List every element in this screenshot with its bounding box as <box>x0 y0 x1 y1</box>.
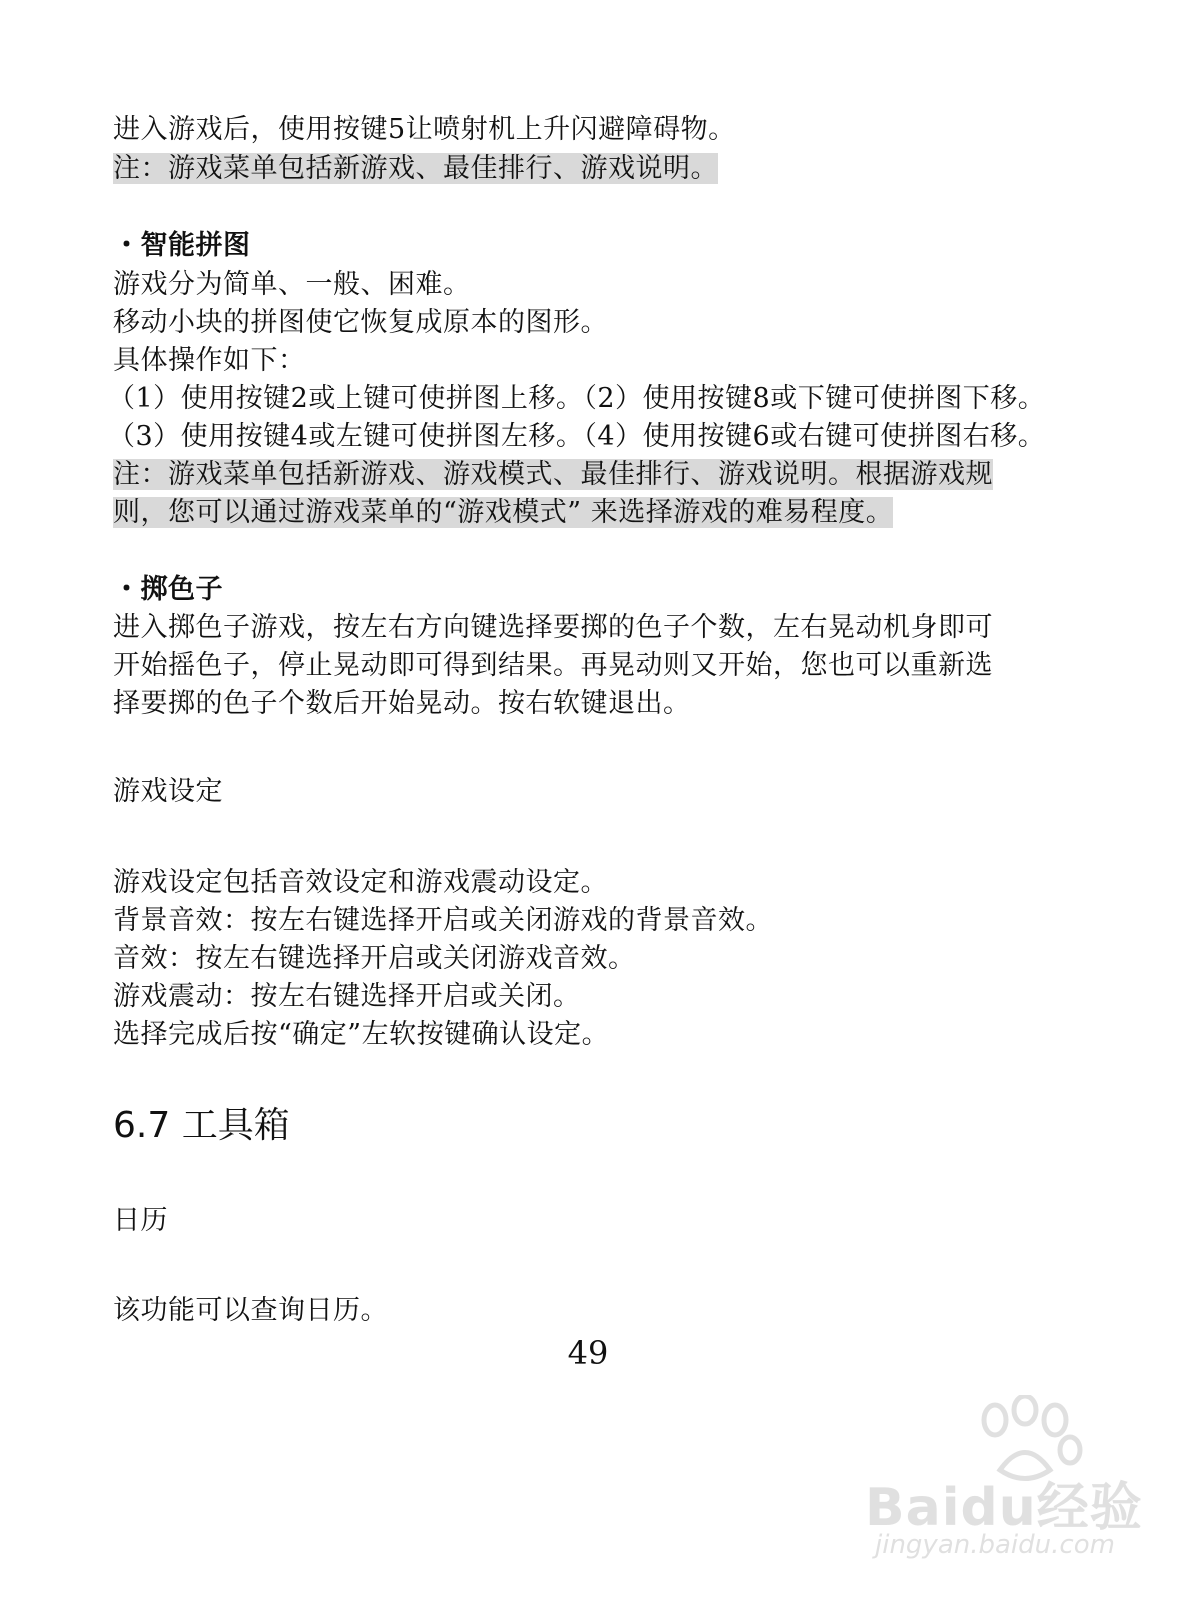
paragraph-jet-game: 进入游戏后，使用按键5让喷射机上升闪避障碍物。 <box>113 114 736 145</box>
note-jet-game-menu <box>113 150 718 188</box>
paragraph-puzzle-difficulty: 游戏分为简单、一般、困难。 <box>113 269 471 300</box>
paragraph-settings-3: 音效：按左右键选择开启或关闭游戏音效。 <box>113 943 636 974</box>
heading-smart-puzzle: ・智能拼图 <box>113 230 251 261</box>
paragraph-puzzle-ops-title: 具体操作如下： <box>113 345 306 376</box>
paragraph-dice-3: 择要掷的色子个数后开始晃动。按右软键退出。 <box>113 688 691 719</box>
heading-dice: ・掷色子 <box>113 574 223 605</box>
paragraph-dice-1: 进入掷色子游戏，按左右方向键选择要掷的色子个数，左右晃动机身即可 <box>113 612 993 643</box>
heading-toolbox: 6.7 工具箱 <box>113 1105 290 1146</box>
watermark-brand: Baidu经验 <box>865 1478 1143 1538</box>
watermark-url: jingyan.baidu.com <box>875 1530 1115 1560</box>
heading-game-settings: 游戏设定 <box>113 776 223 807</box>
paragraph-settings-2: 背景音效：按左右键选择开启或关闭游戏的背景音效。 <box>113 905 773 936</box>
paragraph-settings-4: 游戏震动：按左右键选择开启或关闭。 <box>113 981 581 1012</box>
page-number: 49 <box>567 1334 609 1372</box>
paragraph-settings-5: 选择完成后按“确定”左软按键确认设定。 <box>113 1019 610 1050</box>
note-puzzle-menu-2 <box>113 494 893 532</box>
paragraph-dice-2: 开始摇色子，停止晃动即可得到结果。再晃动则又开始，您也可以重新选 <box>113 650 993 681</box>
paragraph-puzzle-ops-2: （3）使用按键4或左键可使拼图左移。（4）使用按键6或右键可使拼图右移。 <box>108 421 1046 452</box>
paragraph-puzzle-ops-1: （1）使用按键2或上键可使拼图上移。（2）使用按键8或下键可使拼图下移。 <box>108 383 1046 414</box>
paragraph-settings-1: 游戏设定包括音效设定和游戏震动设定。 <box>113 867 608 898</box>
note-puzzle-menu-1 <box>113 456 993 494</box>
paragraph-puzzle-goal: 移动小块的拼图使它恢复成原本的图形。 <box>113 307 608 338</box>
heading-calendar: 日历 <box>113 1205 168 1236</box>
paragraph-calendar: 该功能可以查询日历。 <box>113 1295 388 1326</box>
highlighted-note: 则，您可以通过游戏菜单的“游戏模式” 来选择游戏的难易程度。 <box>113 497 894 528</box>
highlighted-note: 注：游戏菜单包括新游戏、游戏模式、最佳排行、游戏说明。根据游戏规 <box>113 459 993 490</box>
highlighted-note: 注：游戏菜单包括新游戏、最佳排行、游戏说明。 <box>113 153 718 184</box>
baidu-jingyan-watermark <box>865 1395 1145 1575</box>
